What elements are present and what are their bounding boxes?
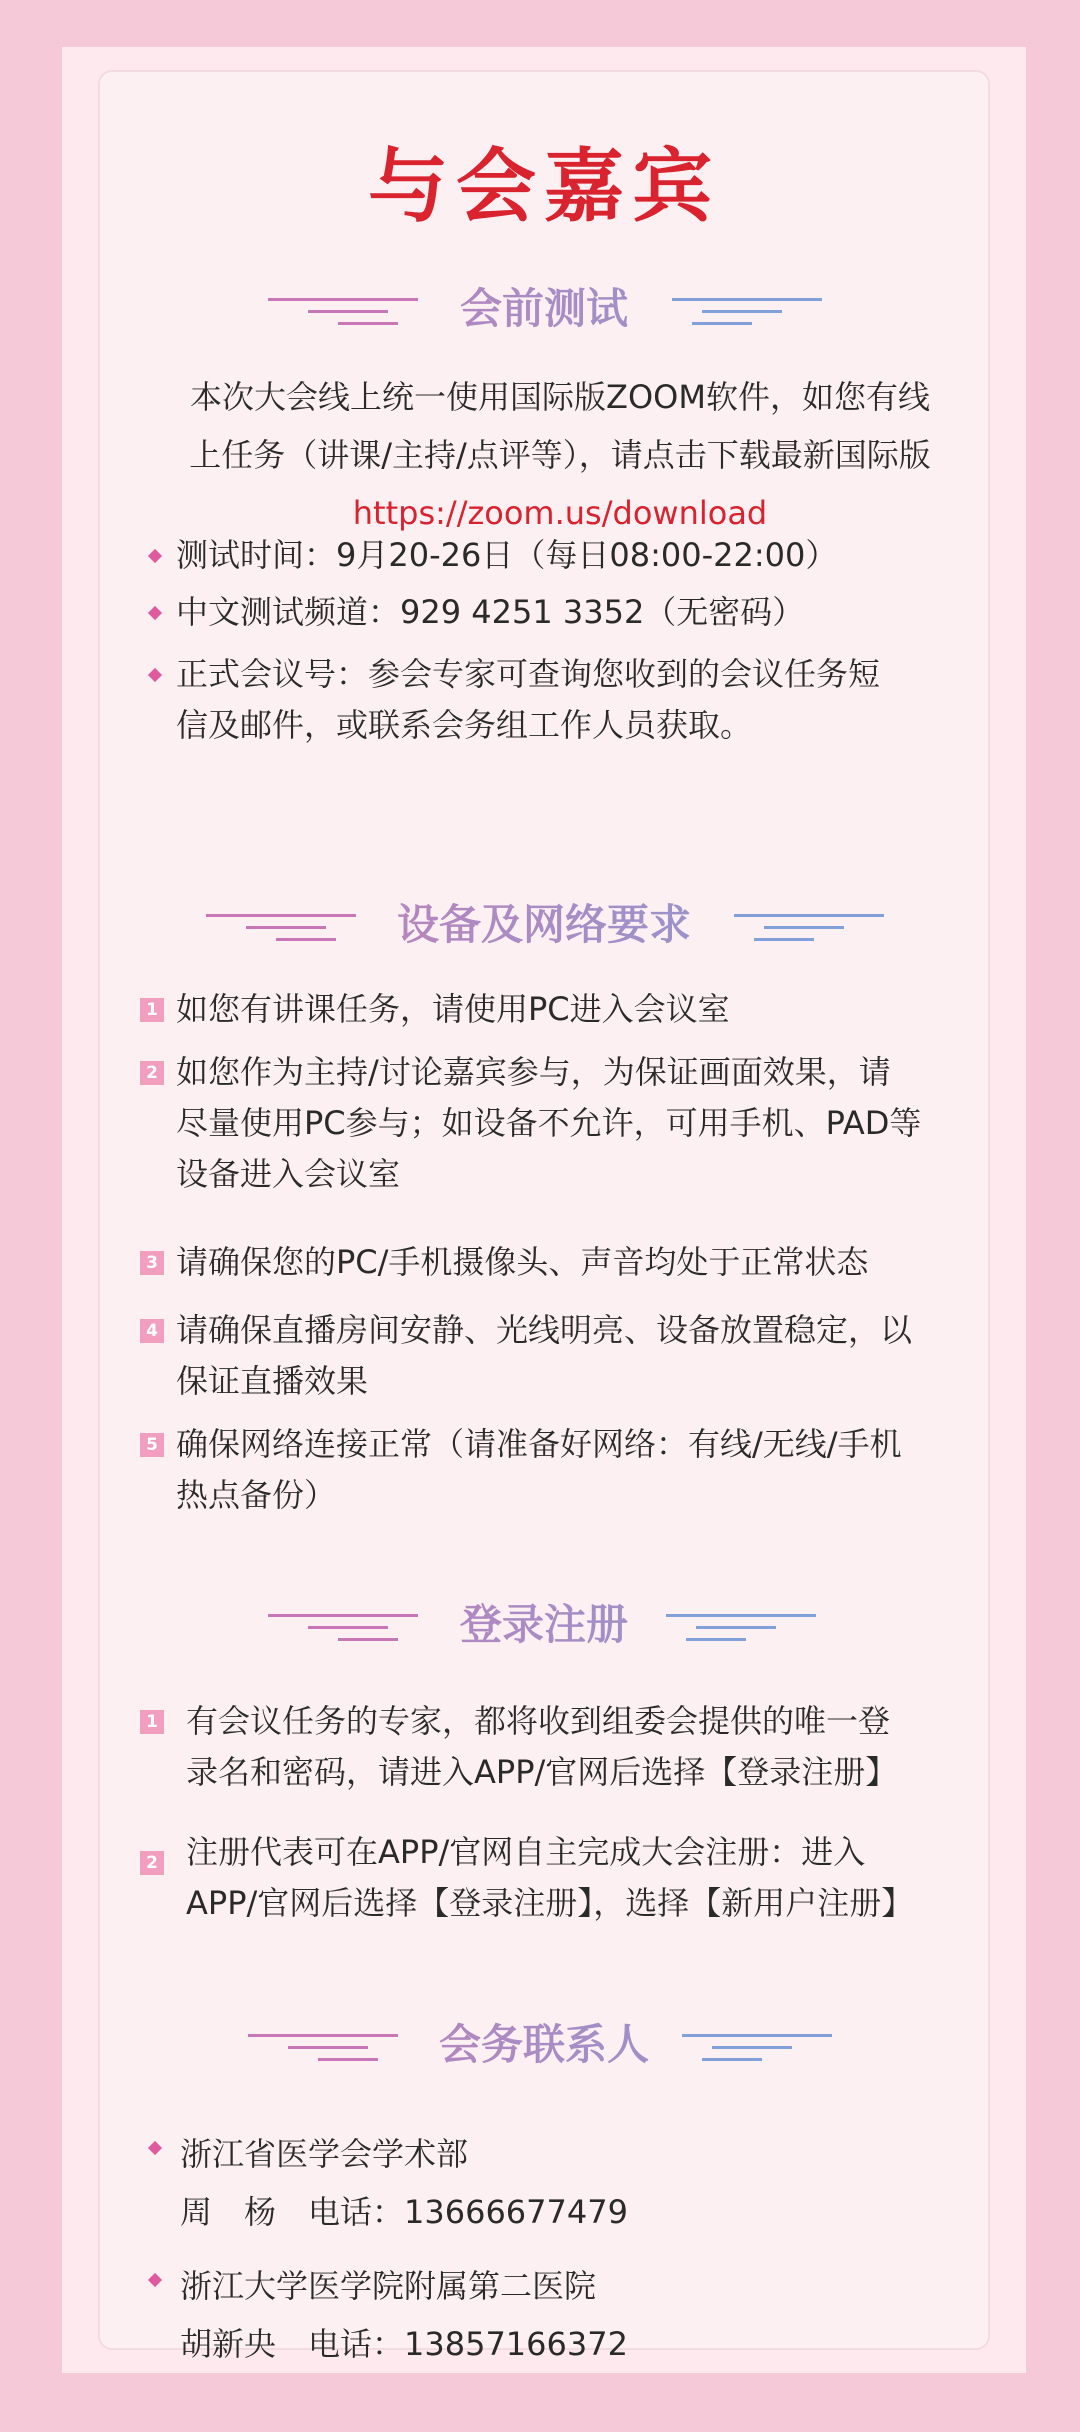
list-item-text: 尽量使用PC参与；如设备不允许，可用手机、PAD等: [176, 1104, 922, 1142]
intro-line: 上任务（讲课/主持/点评等），请点击下载最新国际版: [189, 436, 931, 474]
number-badge: 3: [140, 1251, 164, 1275]
contact-org: 浙江大学医学院附属第二医院: [180, 2267, 597, 2305]
list-item-text: 测试时间：9月20-26日（每日08:00-22:00）: [176, 536, 838, 574]
section-equipment-header: [100, 886, 988, 956]
diamond-bullet-icon: [148, 2141, 162, 2155]
page-title: 与会嘉宾: [368, 139, 720, 233]
list-item-text: 中文测试频道：929 4251 3352（无密码）: [176, 593, 805, 631]
number-badge: 1: [140, 998, 164, 1022]
section-title: 会务联系人: [100, 2012, 988, 2072]
list-item-text: APP/官网后选择【登录注册】，选择【新用户注册】: [186, 1884, 914, 1922]
section-pretest-header: [100, 270, 988, 340]
section-register-header: [100, 1586, 988, 1656]
list-item-text: 热点备份）: [176, 1476, 337, 1514]
number-badge: 2: [140, 1851, 164, 1875]
list-item-text: 有会议任务的专家，都将收到组委会提供的唯一登: [186, 1702, 891, 1740]
diamond-bullet-icon: [148, 606, 162, 620]
diamond-bullet-icon: [148, 668, 162, 682]
list-item-text: 请确保直播房间安静、光线明亮、设备放置稳定，以: [176, 1311, 913, 1349]
list-item-text: 设备进入会议室: [176, 1155, 401, 1193]
section-title: 设备及网络要求: [100, 892, 988, 952]
list-item-text: 录名和密码，请进入APP/官网后选择【登录注册】: [186, 1753, 898, 1791]
diamond-bullet-icon: [148, 2273, 162, 2287]
content-card: [98, 70, 990, 2363]
intro-line: 本次大会线上统一使用国际版ZOOM软件，如您有线: [190, 378, 930, 416]
contact-org: 浙江省医学会学术部: [180, 2135, 469, 2173]
diamond-bullet-icon: [148, 549, 162, 563]
contact-phone: 胡新央 电话：13857166372: [180, 2325, 628, 2363]
download-link[interactable]: https://zoom.us/download: [352, 494, 768, 532]
poster-background: [62, 47, 1026, 2373]
list-item-text: 如您作为主持/讨论嘉宾参与，为保证画面效果，请: [176, 1053, 891, 1091]
list-item-text: 请确保您的PC/手机摄像头、声音均处于正常状态: [176, 1243, 869, 1281]
list-item-text: 注册代表可在APP/官网自主完成大会注册：进入: [186, 1833, 866, 1871]
number-badge: 1: [140, 1710, 164, 1734]
section-title: 登录注册: [100, 1592, 988, 1652]
section-contact-header: [100, 2006, 988, 2076]
contact-phone: 周 杨 电话：13666677479: [180, 2193, 628, 2231]
number-badge: 2: [140, 1061, 164, 1085]
list-item-text: 信及邮件，或联系会务组工作人员获取。: [176, 706, 753, 744]
number-badge: 4: [140, 1319, 164, 1343]
list-item-text: 如您有讲课任务，请使用PC进入会议室: [176, 990, 730, 1028]
list-item-text: 正式会议号：参会专家可查询您收到的会议任务短: [176, 655, 881, 693]
pretest-intro: [180, 368, 940, 542]
number-badge: 5: [140, 1433, 164, 1457]
list-item-text: 确保网络连接正常（请准备好网络：有线/无线/手机: [176, 1425, 902, 1463]
section-title: 会前测试: [100, 276, 988, 336]
list-item-text: 保证直播效果: [176, 1362, 369, 1400]
